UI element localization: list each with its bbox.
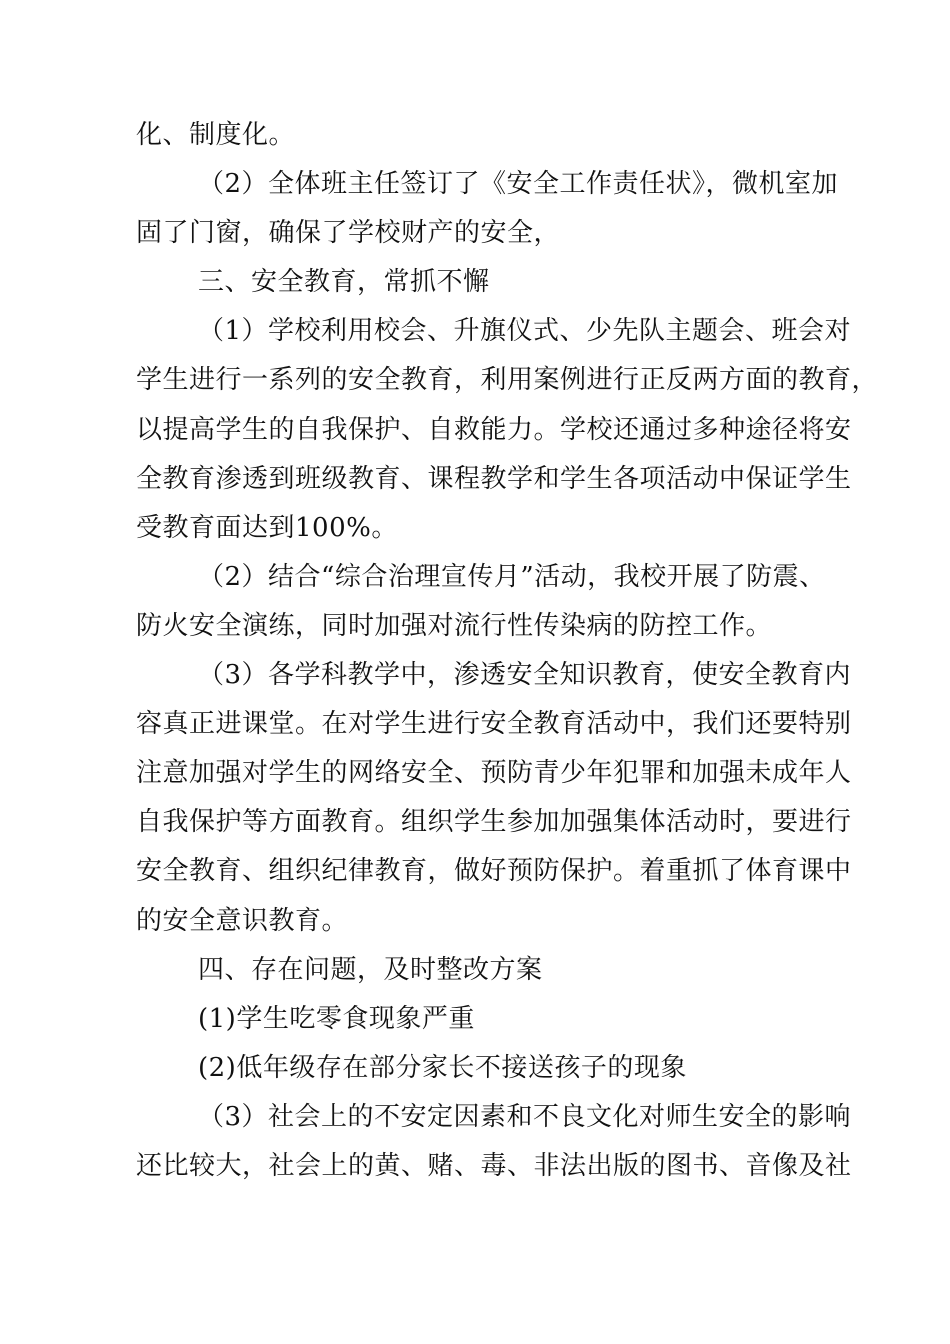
text-line: 受教育面达到100%。 — [136, 512, 398, 543]
section-heading: 三、安全教育，常抓不懈 — [198, 267, 490, 298]
text-line: (2)低年级存在部分家长不接送孩子的现象 — [198, 1052, 687, 1083]
text-line: （2）全体班主任签订了《安全工作责任状》，微机室加 — [198, 169, 839, 200]
text-line: 学生进行一系列的安全教育，利用案例进行正反两方面的教育， — [136, 365, 879, 396]
text-line: 容真正进课堂。在对学生进行安全教育活动中，我们还要特别 — [136, 709, 852, 740]
text-line: 全教育渗透到班级教育、课程教学和学生各项活动中保证学生 — [136, 463, 852, 494]
section-heading: 四、存在问题，及时整改方案 — [198, 954, 543, 985]
text-line: 防火安全演练，同时加强对流行性传染病的防控工作。 — [136, 610, 773, 641]
text-line: (1)学生吃零食现象严重 — [198, 1003, 475, 1034]
text-line: 自我保护等方面教育。组织学生参加加强集体活动时，要进行 — [136, 807, 852, 838]
text-line: 以提高学生的自我保护、自救能力。学校还通过多种途径将安 — [136, 414, 852, 445]
text-line: 安全教育、组织纪律教育，做好预防保护。着重抓了体育课中 — [136, 856, 852, 887]
text-line: 注意加强对学生的网络安全、预防青少年犯罪和加强未成年人 — [136, 758, 852, 789]
text-line: （2）结合“综合治理宣传月”活动，我校开展了防震、 — [198, 561, 826, 592]
document-body — [136, 111, 879, 1191]
text-line: （3）社会上的不安定因素和不良文化对师生安全的影响 — [198, 1101, 852, 1132]
text-line: 的安全意识教育。 — [136, 905, 349, 936]
text-line: （1）学校利用校会、升旗仪式、少先队主题会、班会对 — [198, 316, 852, 347]
text-line: 固了门窗，确保了学校财产的安全， — [136, 218, 561, 249]
text-line: 化、制度化。 — [136, 120, 296, 150]
text-line: 还比较大，社会上的黄、赌、毒、非法出版的图书、音像及社 — [136, 1150, 852, 1181]
text-line: （3）各学科教学中，渗透安全知识教育，使安全教育内 — [198, 660, 852, 691]
